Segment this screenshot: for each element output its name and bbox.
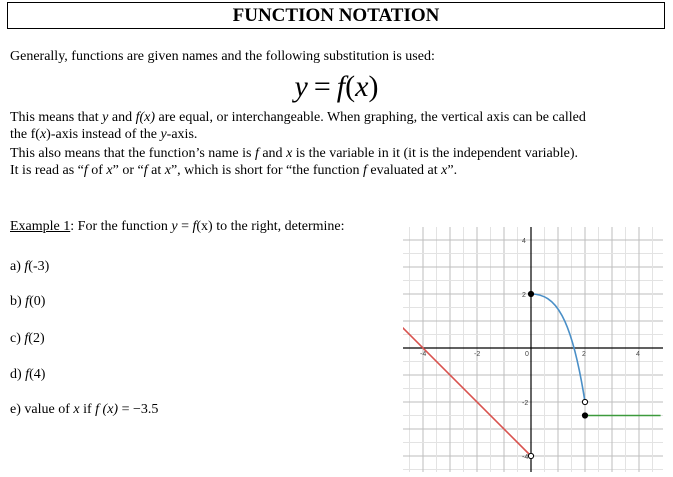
y-tick-label: -2 — [522, 400, 529, 407]
page-title: FUNCTION NOTATION — [7, 2, 665, 29]
eq-x: x — [355, 70, 369, 103]
x-tick-label: 4 — [636, 351, 640, 358]
y-tick-label: 2 — [522, 292, 526, 299]
x-tick-label: 0 — [525, 351, 529, 358]
open-point — [582, 399, 587, 404]
paragraph-1-line-1: This means that y and f(x) are equal, or interchangeable. When graphing, the vertical axis can be called — [10, 110, 586, 125]
eq-equals: = — [313, 70, 331, 103]
eq-f: f — [336, 70, 346, 103]
eq-close: ) — [368, 70, 379, 103]
paragraph-2: This also means that the function’s name is f and x is the variable in it (it is the independent variable). — [10, 146, 579, 161]
question-b: b) f(0) — [10, 294, 46, 309]
main-equation — [0, 70, 673, 104]
intro-text: Generally, functions are given names and the following substitution is used: — [10, 49, 435, 64]
paragraph-1-line-2: the f(x)-axis instead of the y-axis. — [10, 127, 198, 142]
y-tick-label: -4 — [522, 454, 529, 461]
closed-point — [528, 291, 533, 296]
question-c: c) f(2) — [10, 331, 45, 346]
x-tick-label: 2 — [582, 351, 586, 358]
question-a: a) f(-3) — [10, 259, 50, 274]
x-tick-label: -2 — [474, 351, 481, 358]
open-point — [528, 453, 533, 458]
y-tick-label: 4 — [522, 238, 526, 245]
example-heading: Example 1: For the function y = f(x) to the right, determine: — [10, 219, 345, 234]
paragraph-3: It is read as “f of x” or “f at x”, which is short for “the function f evaluated at x”. — [10, 163, 458, 178]
closed-point — [582, 413, 587, 418]
function-graph — [403, 227, 663, 472]
question-d: d) f(4) — [10, 367, 46, 382]
eq-y: y — [294, 70, 308, 103]
x-tick-label: -4 — [420, 351, 427, 358]
eq-open: ( — [345, 70, 356, 103]
series-line — [403, 326, 531, 456]
question-e: e) value of x if f (x) = −3.5 — [10, 402, 159, 417]
example-label: Example 1 — [10, 219, 71, 234]
